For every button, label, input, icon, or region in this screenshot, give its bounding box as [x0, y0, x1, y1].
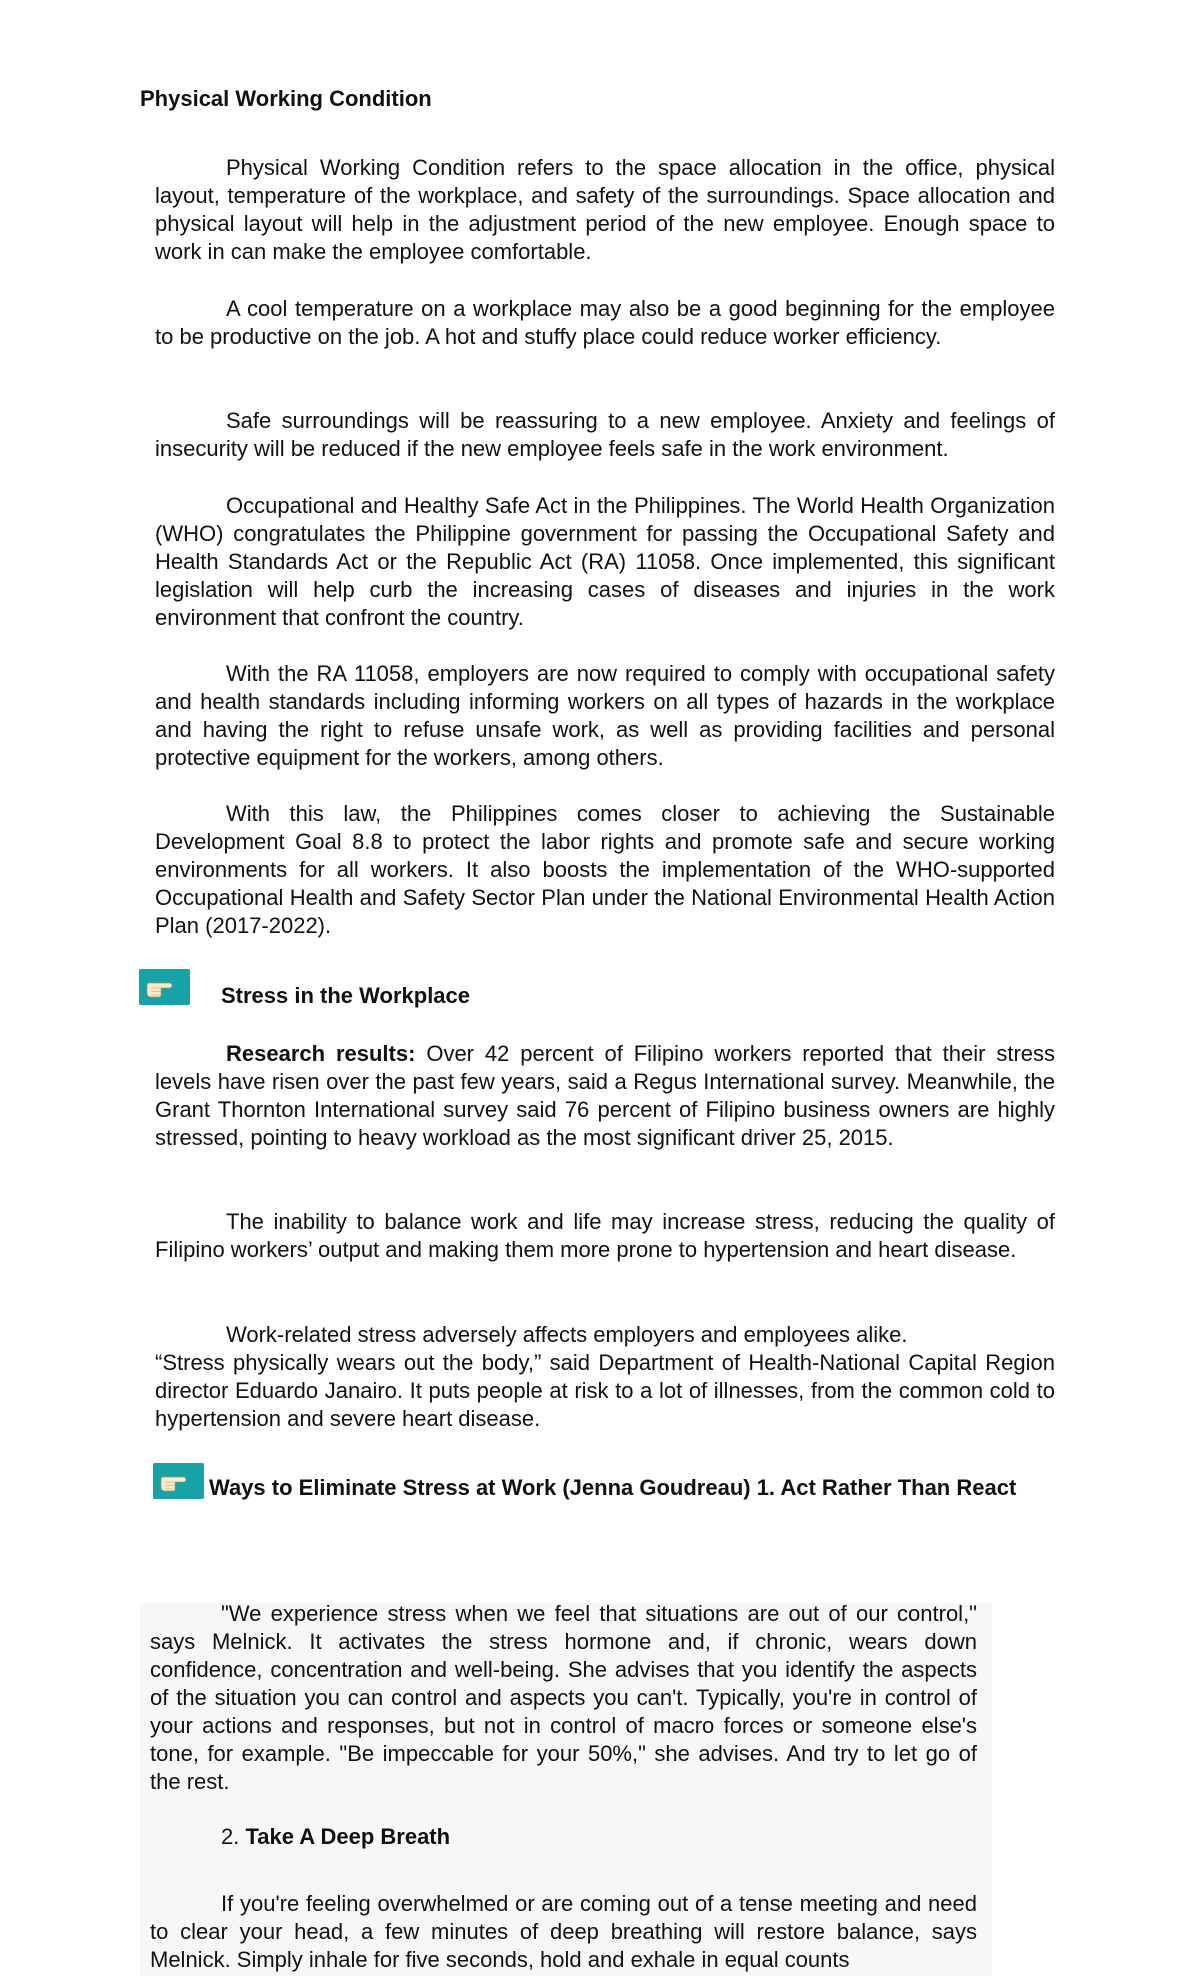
- paragraph-ra-11058: With the RA 11058, employers are now required to comply with occupational safety and health standards including informing workers on all types of hazards in the workplace and having the right to refuse unsafe work, as well as providing facilities and personal protective equipment for the workers, among others.: [155, 661, 1055, 770]
- paragraph-sustainable-development: With this law, the Philippines comes closer to achieving the Sustainable Development Goal 8.8 to protect the labor rights and promote safe and secure working environments for all workers. It also boosts the implementation of the WHO-supported Occupational Health and Safety Sector Plan under the National Environmental Health Action Plan (2017-2022).: [155, 801, 1055, 938]
- paragraph-occupational-safety-act: Occupational and Healthy Safe Act in the Philippines. The World Health Organization (WHO) congratulates the Philippine government for passing the Occupational Safety and Health Standards Act or the Republic Act (RA) 11058. Once implemented, this significant legislation will help curb the increasing cases of diseases and injuries in the work environment that confront the country.: [155, 493, 1055, 630]
- paragraph-cool-temperature: A cool temperature on a workplace may also be a good beginning for the employee to be productive on the job. A hot and stuffy place could reduce worker efficiency.: [155, 296, 1055, 349]
- paragraph-safe-surroundings: Safe surroundings will be reassuring to a new employee. Anxiety and feelings of insecurity will be reduced if the new employee feels safe in the work environment.: [155, 408, 1055, 461]
- item-take-a-deep-breath: 2. Take A Deep Breath: [221, 1824, 451, 1849]
- paragraph-act-rather-than-react: "We experience stress when we feel that situations are out of our control," says Melnick. It activates the stress hormone and, if chronic, wears down confidence, concentration and well-being. She advises that you identify the aspects of the situation you can control and aspects you can't. Typically, you're in control of your actions and responses, but not in control of macro forces or someone else's tone, for example. "Be impeccable for your 50%," she advises. And try to let go of the rest.: [150, 1601, 977, 1794]
- paragraph-deep-breathing: If you're feeling overwhelmed or are coming out of a tense meeting and need to clear your head, a few minutes of deep breathing will restore balance, says Melnick. Simply inhale for five seconds, hold and exhale in equal counts: [150, 1891, 977, 1972]
- section-title-physical-working-condition: Physical Working Condition: [140, 86, 432, 111]
- section-title-stress-in-workplace: Stress in the Workplace: [221, 983, 471, 1008]
- section-title-ways-to-eliminate-stress: Ways to Eliminate Stress at Work (Jenna Goudreau) 1. Act Rather Than React: [209, 1475, 1017, 1500]
- paragraph-work-life-balance: The inability to balance work and life may increase stress, reducing the quality of Filipino workers’ output and making them more prone to hypertension and heart disease.: [155, 1209, 1055, 1262]
- paragraph-physical-condition-definition: Physical Working Condition refers to the space allocation in the office, physical layout, temperature of the workplace, and safety of the surroundings. Space allocation and physical layout will help in the adjustment period of the new employee. Enough space to work in can make the employee comfortable.: [155, 155, 1055, 264]
- paragraph-work-related-stress: Work-related stress adversely affects employers and employees alike. “Stress physically wears out the body,” said Department of Health-National Capital Region director Eduardo Janairo. It puts people at risk to a lot of illnesses, from the common cold to hypertension and severe heart disease.: [155, 1322, 1055, 1431]
- pointing-hand-icon: [139, 969, 190, 1005]
- paragraph-research-results: Research results: Over 42 percent of Filipino workers reported that their stress levels have risen over the past few years, said a Regus International survey. Meanwhile, the Grant Thornton International survey said 76 percent of Filipino business owners are highly stressed, pointing to heavy workload as the most significant driver 25, 2015.: [155, 1041, 1056, 1150]
- research-results-label: Research results:: [226, 1041, 416, 1066]
